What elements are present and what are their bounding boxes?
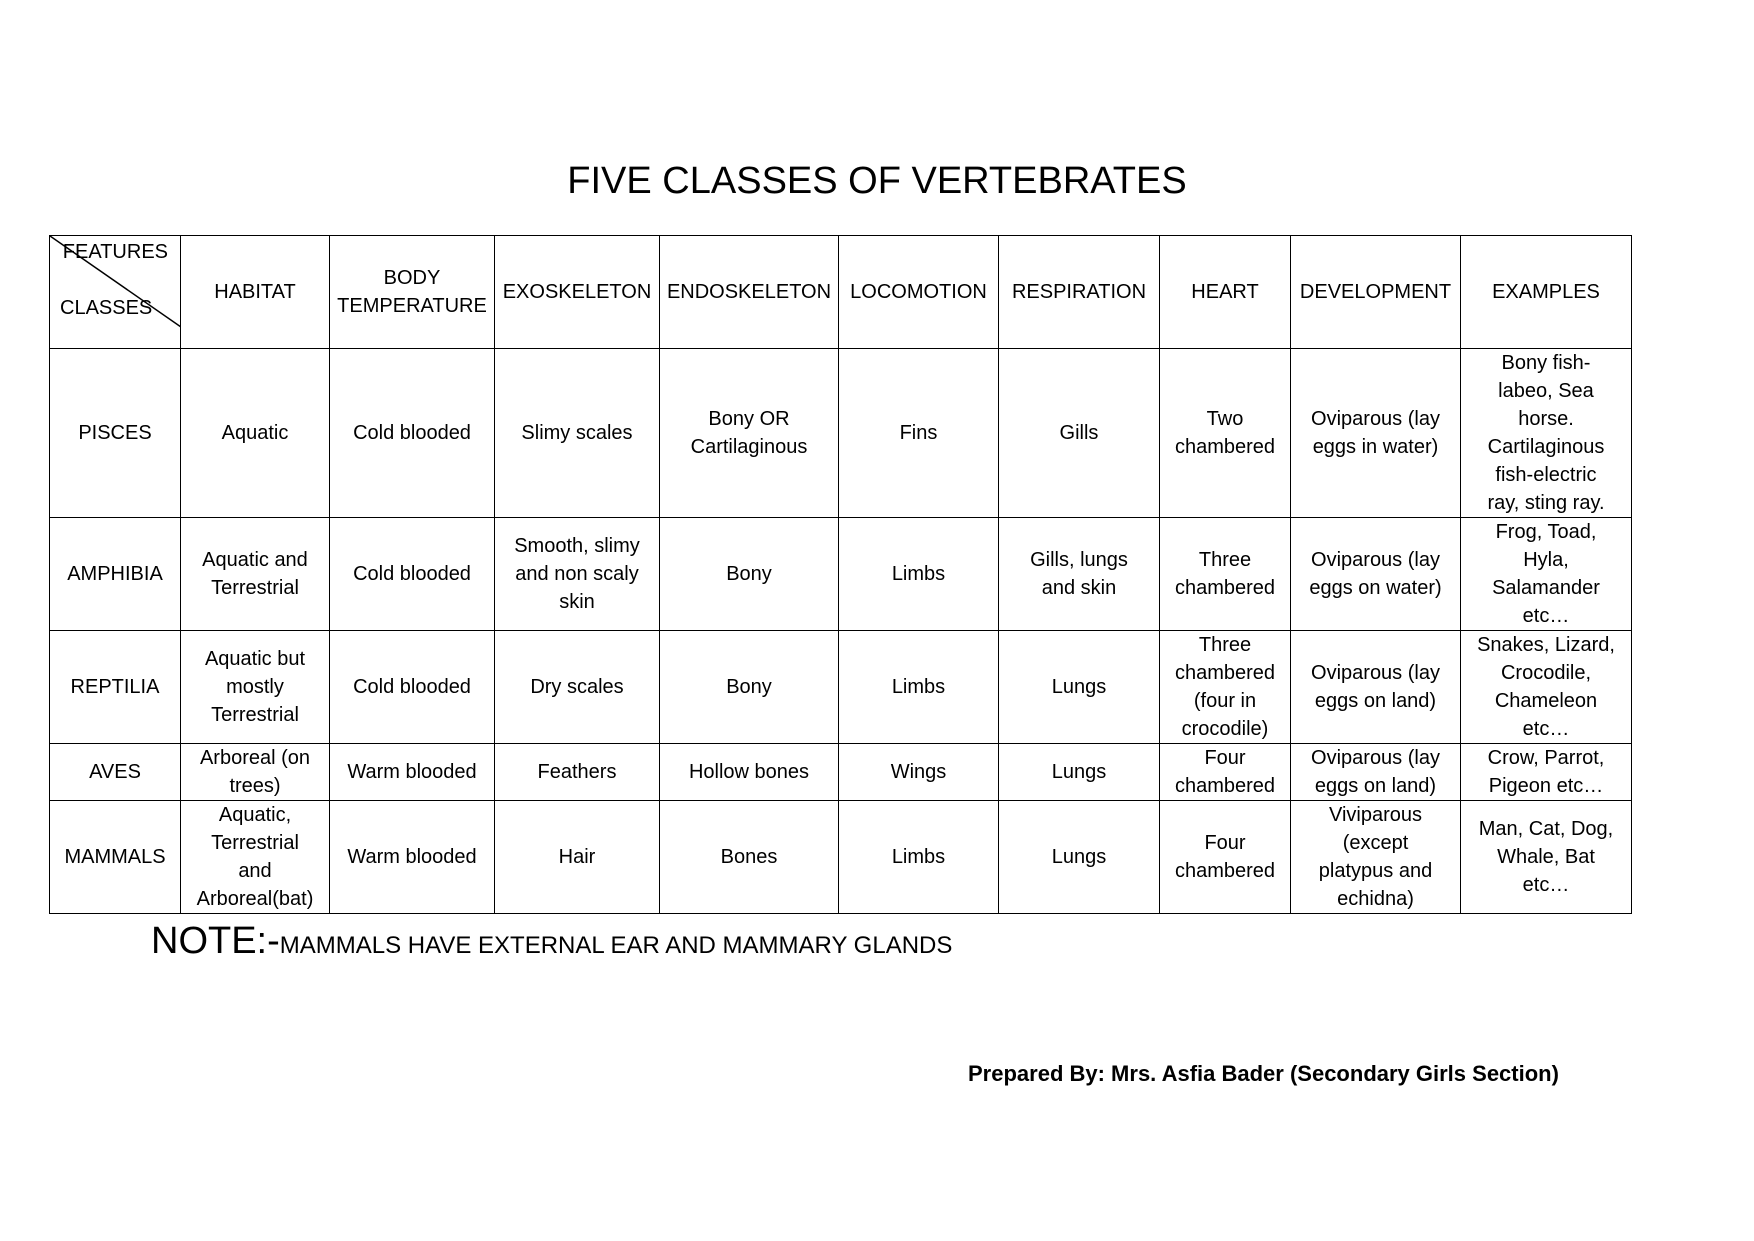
endoskeleton-cell: Bony (660, 518, 839, 631)
development-cell: Oviparous (lay eggs on land) (1291, 631, 1461, 744)
header-endoskeleton: ENDOSKELETON (660, 236, 839, 349)
locomotion-cell: Wings (839, 744, 999, 801)
examples-cell: Frog, Toad, Hyla, Salamander etc… (1461, 518, 1632, 631)
examples-cell: Snakes, Lizard, Crocodile, Chameleon etc… (1461, 631, 1632, 744)
table-row-pisces (50, 349, 1632, 518)
locomotion-cell: Limbs (839, 801, 999, 914)
note-label: NOTE:- (151, 920, 280, 962)
body-temperature-cell: Cold blooded (330, 631, 495, 744)
class-cell: REPTILIA (50, 631, 181, 744)
header-heart: HEART (1160, 236, 1291, 349)
exoskeleton-cell: Hair (495, 801, 660, 914)
table-row-reptilia (50, 631, 1632, 744)
respiration-cell: Lungs (999, 801, 1160, 914)
body-temperature-cell: Warm blooded (330, 744, 495, 801)
habitat-cell: Aquatic, Terrestrial and Arboreal(bat) (181, 801, 330, 914)
endoskeleton-cell: Bony (660, 631, 839, 744)
examples-cell: Man, Cat, Dog, Whale, Bat etc… (1461, 801, 1632, 914)
header-development: DEVELOPMENT (1291, 236, 1461, 349)
body-temperature-cell: Warm blooded (330, 801, 495, 914)
habitat-cell: Arboreal (on trees) (181, 744, 330, 801)
endoskeleton-cell: Hollow bones (660, 744, 839, 801)
development-cell: Oviparous (lay eggs on water) (1291, 518, 1461, 631)
header-examples: EXAMPLES (1461, 236, 1632, 349)
class-cell: PISCES (50, 349, 181, 518)
header-body-temperature: BODY TEMPERATURE (330, 236, 495, 349)
habitat-cell: Aquatic (181, 349, 330, 518)
exoskeleton-cell: Dry scales (495, 631, 660, 744)
heart-cell: Three chambered (four in crocodile) (1160, 631, 1291, 744)
table-row-amphibia (50, 518, 1632, 631)
endoskeleton-cell: Bones (660, 801, 839, 914)
locomotion-cell: Fins (839, 349, 999, 518)
header-locomotion: LOCOMOTION (839, 236, 999, 349)
exoskeleton-cell: Feathers (495, 744, 660, 801)
respiration-cell: Lungs (999, 631, 1160, 744)
header-row (50, 236, 1632, 349)
endoskeleton-cell: Bony OR Cartilaginous (660, 349, 839, 518)
development-cell: Oviparous (lay eggs on land) (1291, 744, 1461, 801)
locomotion-cell: Limbs (839, 631, 999, 744)
development-cell: Viviparous (except platypus and echidna) (1291, 801, 1461, 914)
habitat-cell: Aquatic but mostly Terrestrial (181, 631, 330, 744)
header-habitat: HABITAT (181, 236, 330, 349)
locomotion-cell: Limbs (839, 518, 999, 631)
development-cell: Oviparous (lay eggs in water) (1291, 349, 1461, 518)
habitat-cell: Aquatic and Terrestrial (181, 518, 330, 631)
prepared-by: Prepared By: Mrs. Asfia Bader (Secondary Girls Section) (968, 1061, 1559, 1086)
vertebrates-table (49, 235, 1632, 914)
page-title: FIVE CLASSES OF VERTEBRATES (567, 160, 1187, 202)
class-cell: MAMMALS (50, 801, 181, 914)
corner-header-cell (50, 236, 181, 349)
heart-cell: Two chambered (1160, 349, 1291, 518)
respiration-cell: Gills (999, 349, 1160, 518)
header-exoskeleton: EXOSKELETON (495, 236, 660, 349)
table-row-aves (50, 744, 1632, 801)
table-row-mammals (50, 801, 1632, 914)
body-temperature-cell: Cold blooded (330, 518, 495, 631)
heart-cell: Three chambered (1160, 518, 1291, 631)
body-temperature-cell: Cold blooded (330, 349, 495, 518)
examples-cell: Bony fish- labeo, Sea horse. Cartilaginous fish-electric ray, sting ray. (1461, 349, 1632, 518)
class-cell: AMPHIBIA (50, 518, 181, 631)
corner-features-label: FEATURES (62, 241, 168, 263)
respiration-cell: Gills, lungs and skin (999, 518, 1160, 631)
note (151, 920, 952, 963)
note-text: MAMMALS HAVE EXTERNAL EAR AND MAMMARY GLANDS (279, 932, 953, 959)
examples-cell: Crow, Parrot, Pigeon etc… (1461, 744, 1632, 801)
class-cell: AVES (50, 744, 181, 801)
respiration-cell: Lungs (999, 744, 1160, 801)
exoskeleton-cell: Slimy scales (495, 349, 660, 518)
exoskeleton-cell: Smooth, slimy and non scaly skin (495, 518, 660, 631)
heart-cell: Four chambered (1160, 744, 1291, 801)
corner-classes-label: CLASSES (60, 297, 153, 319)
heart-cell: Four chambered (1160, 801, 1291, 914)
header-respiration: RESPIRATION (999, 236, 1160, 349)
